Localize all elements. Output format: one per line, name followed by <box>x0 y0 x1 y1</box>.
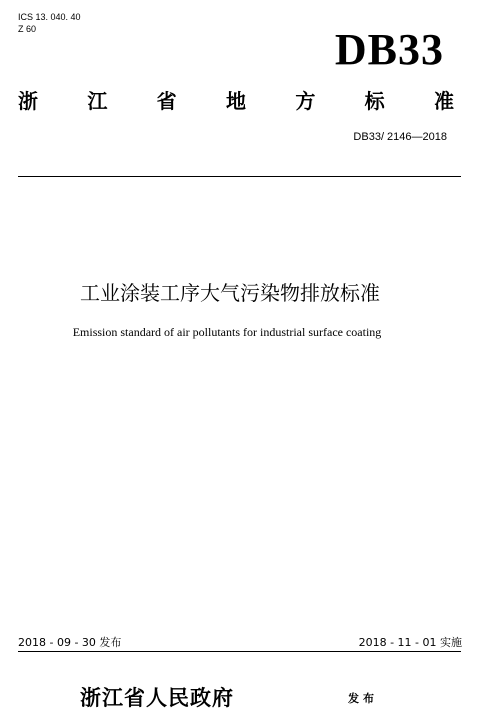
publish-label: 发布 <box>348 692 378 705</box>
standard-type-char: 标 <box>364 89 385 113</box>
standard-type-char: 浙 <box>18 89 38 113</box>
standard-type-heading <box>18 88 454 114</box>
ccs-code: Z 60 <box>18 24 37 34</box>
standard-type-char: 江 <box>87 89 108 113</box>
document-title-english: Emission standard of air pollutants for industrial surface coating <box>72 325 382 339</box>
effective-date: 2018 - 11 - 01 实施 <box>358 636 462 649</box>
top-divider <box>18 176 461 177</box>
standard-number: DB33/ 2146—2018 <box>353 131 447 143</box>
ics-code: ICS 13. 040. 40 <box>18 12 81 22</box>
classification-codes <box>18 11 81 35</box>
bottom-divider <box>18 651 461 652</box>
publisher-name: 浙江省人民政府 <box>80 686 234 710</box>
standard-code: DB33 <box>334 25 444 74</box>
standard-type-char: 准 <box>433 89 454 113</box>
standard-type-char: 地 <box>225 89 246 113</box>
standard-type-char: 省 <box>156 89 177 113</box>
standard-type-char: 方 <box>295 89 316 113</box>
issue-date: 2018 - 09 - 30 发布 <box>18 636 122 649</box>
document-title-chinese: 工业涂装工序大气污染物排放标准 <box>80 281 380 305</box>
